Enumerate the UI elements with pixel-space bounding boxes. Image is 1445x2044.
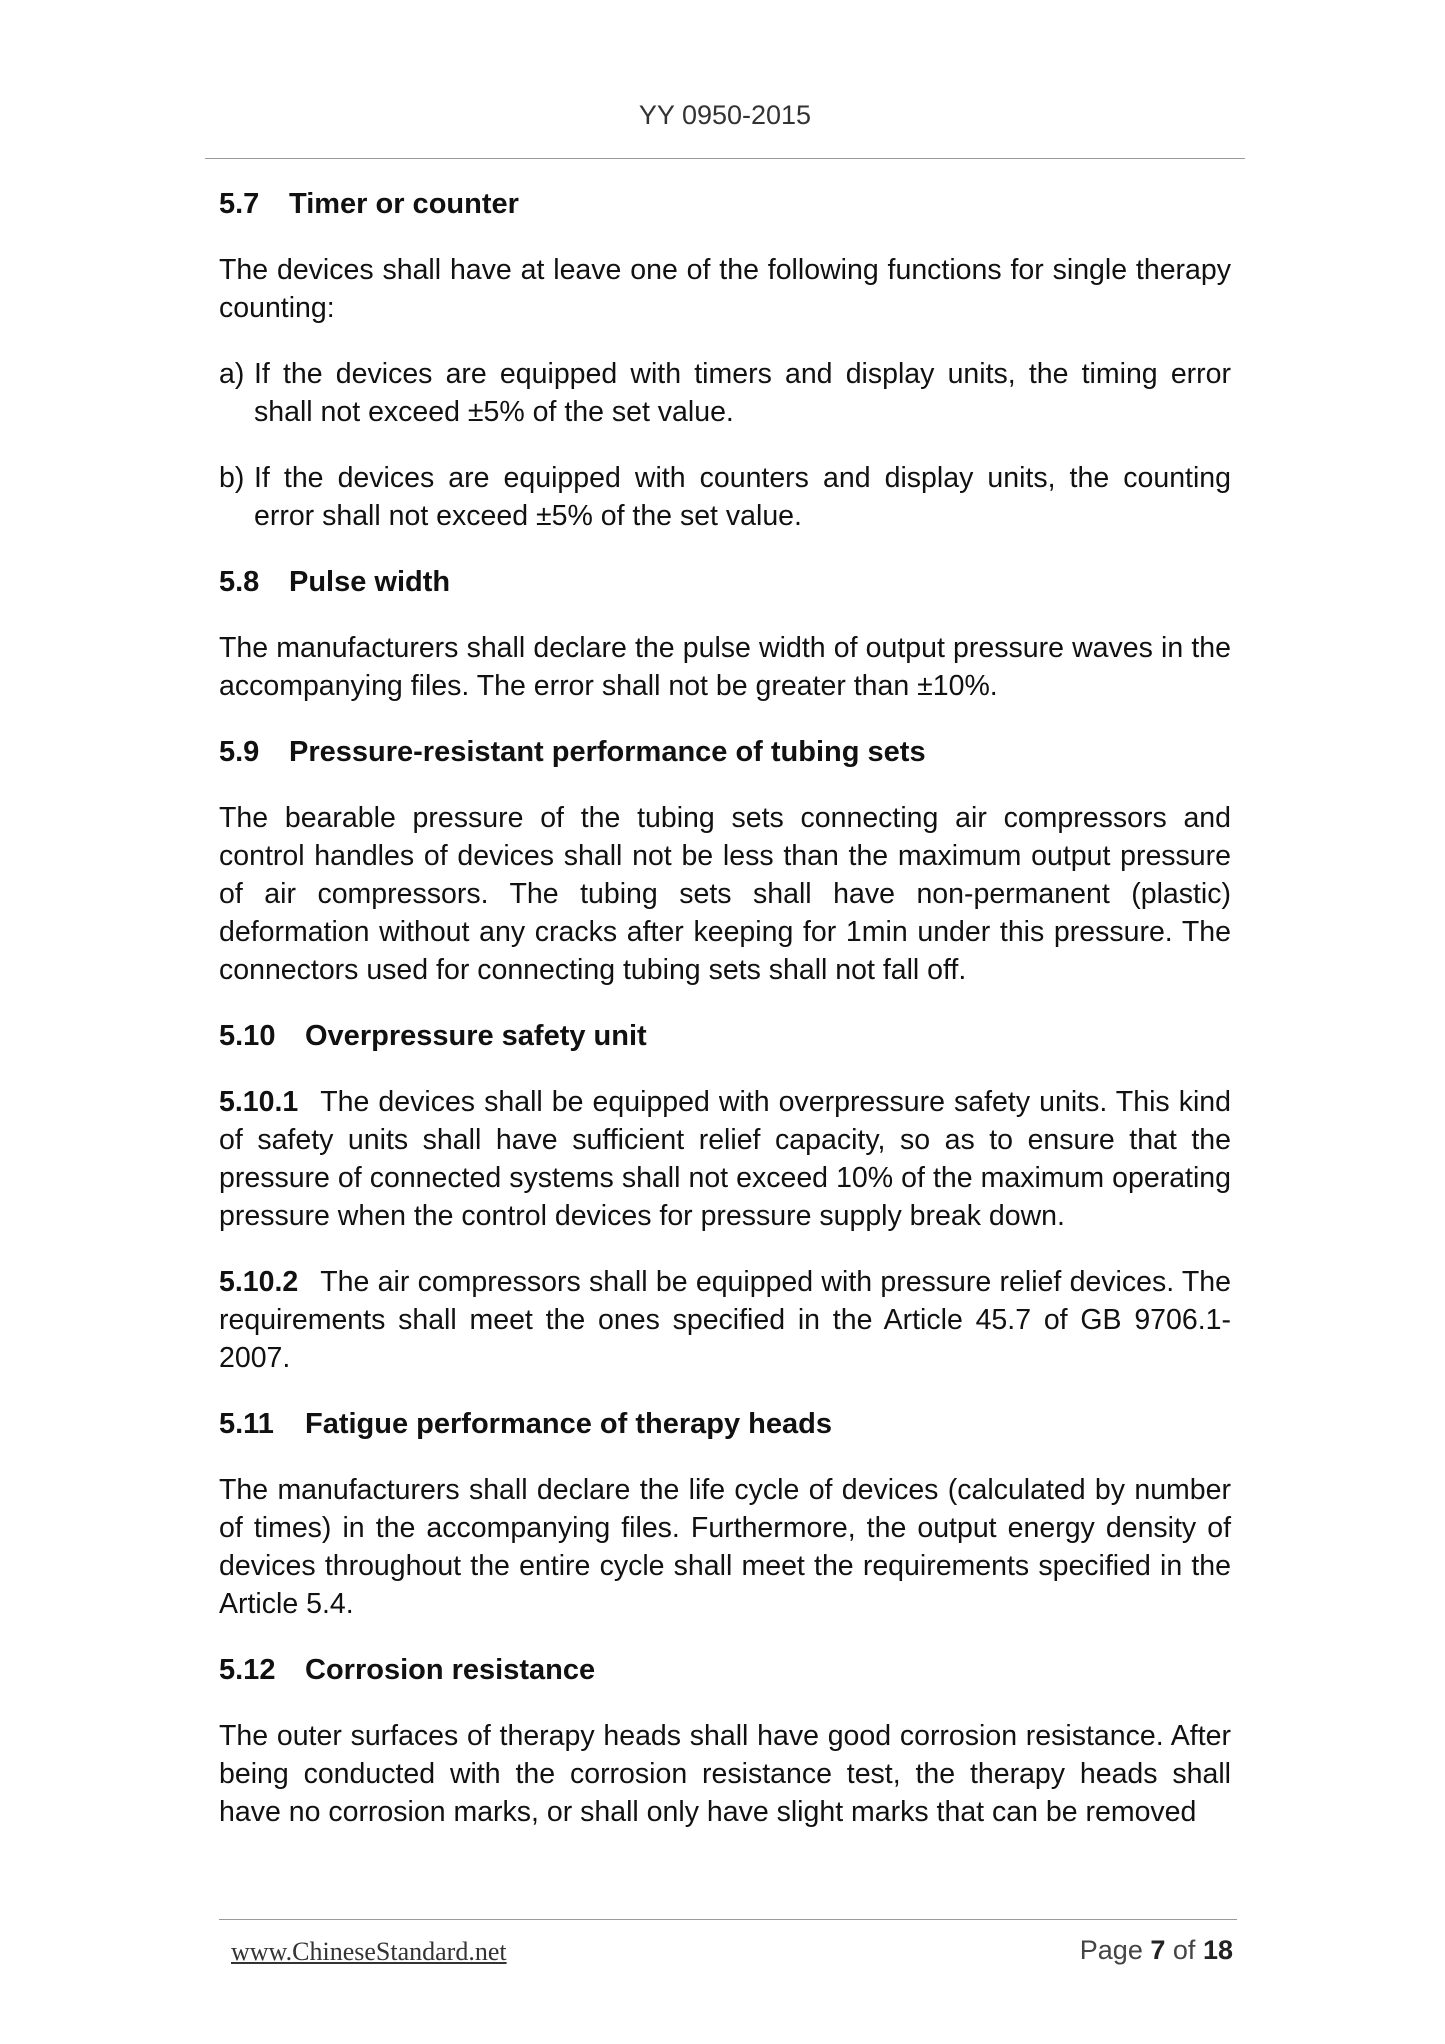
paragraph: The manufacturers shall declare the pulse width of output pressure waves in the accompanying files. The error shall not be greater than ±10%. xyxy=(219,632,1231,702)
clause-paragraph xyxy=(219,1263,1231,1377)
list-item-text: If the devices are equipped with counters and display units, the counting error shall not exceed ±5% of the set value. xyxy=(254,462,1231,532)
section-number: 5.10 xyxy=(219,1020,276,1052)
footer-divider xyxy=(219,1919,1237,1920)
list-marker: a) xyxy=(219,358,245,390)
clause-paragraph xyxy=(219,1083,1231,1235)
list-item xyxy=(219,459,1231,535)
paragraph: The outer surfaces of therapy heads shall have good corrosion resistance. After being conducted with the corrosion resistance test, the therapy heads shall have no corrosion marks, or shall only have slight marks that can be removed xyxy=(219,1720,1231,1828)
section-title: Corrosion resistance xyxy=(305,1654,596,1686)
clause-text: The devices shall be equipped with overpressure safety units. This kind of safety units shall have sufficient relief capacity, so as to ensure that the pressure of connected systems shall not exceed 10% of the maximum operating pressure when the control devices for pressure supply break down. xyxy=(219,1086,1231,1232)
total-page-count: 18 xyxy=(1202,1935,1233,1965)
section-number: 5.7 xyxy=(219,188,260,220)
clause-text: The air compressors shall be equipped with pressure relief devices. The requirements shall meet the ones specified in the Article 45.7 of GB 9706.1-2007. xyxy=(219,1266,1231,1374)
section-heading-5-9 xyxy=(219,733,1231,771)
paragraph: The manufacturers shall declare the life cycle of devices (calculated by number of times) in the accompanying files. Furthermore, the output energy density of devices throughout the entire cycle shall meet the requirements specified in the Article 5.4. xyxy=(219,1474,1231,1620)
section-title: Fatigue performance of therapy heads xyxy=(305,1408,832,1440)
page-header-doc-id: YY 0950-2015 xyxy=(638,100,812,130)
section-heading-5-11 xyxy=(219,1405,1231,1443)
footer-website-link[interactable]: www.ChineseStandard.net xyxy=(231,1937,507,1966)
section-title: Pressure-resistant performance of tubing sets xyxy=(289,736,926,768)
page-word: Page xyxy=(1079,1935,1143,1965)
section-heading-5-10 xyxy=(219,1017,1231,1055)
section-number: 5.11 xyxy=(219,1408,274,1440)
section-title: Overpressure safety unit xyxy=(305,1020,647,1052)
current-page-number: 7 xyxy=(1150,1935,1166,1965)
section-title: Timer or counter xyxy=(289,188,519,220)
document-body xyxy=(219,185,1231,1859)
header-divider xyxy=(205,158,1245,159)
section-heading-5-12 xyxy=(219,1651,1231,1689)
clause-number: 5.10.2 xyxy=(219,1266,299,1298)
list-item-text: If the devices are equipped with timers and display units, the timing error shall not exceed ±5% of the set value. xyxy=(254,358,1231,428)
page-number-indicator xyxy=(1080,1935,1233,1966)
section-number: 5.8 xyxy=(219,566,260,598)
paragraph: The devices shall have at leave one of the following functions for single therapy counting: xyxy=(219,254,1231,324)
section-heading-5-7 xyxy=(219,185,1231,223)
section-heading-5-8 xyxy=(219,563,1231,601)
paragraph: The bearable pressure of the tubing sets connecting air compressors and control handles of devices shall not be less than the maximum output pressure of air compressors. The tubing sets shall have non-permanent (plastic) deformation without any cracks after keeping for 1min under this pressure. The connectors used for connecting tubing sets shall not fall off. xyxy=(219,802,1231,986)
list-marker: b) xyxy=(219,462,245,494)
section-number: 5.9 xyxy=(219,736,260,768)
section-number: 5.12 xyxy=(219,1654,276,1686)
section-title: Pulse width xyxy=(289,566,451,598)
list-item xyxy=(219,355,1231,431)
clause-number: 5.10.1 xyxy=(219,1086,299,1118)
of-word: of xyxy=(1172,1935,1196,1965)
